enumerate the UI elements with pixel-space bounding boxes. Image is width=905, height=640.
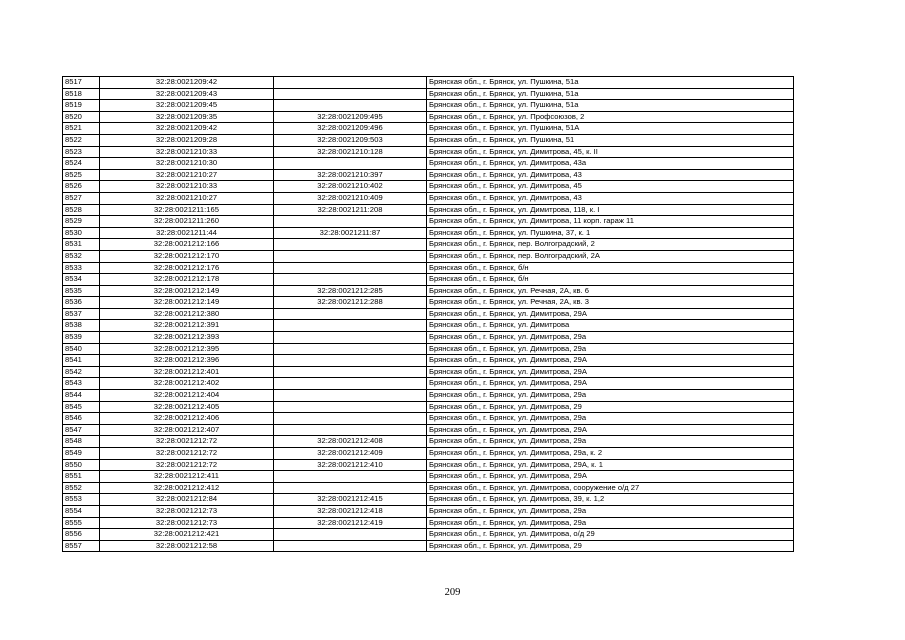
- land-cadastral-number-cell: 32:28:0021209:42: [100, 123, 274, 135]
- address-cell: Брянская обл., г. Брянск, ул. Речная, 2А, кв. 3: [427, 297, 794, 309]
- land-cadastral-number-cell: 32:28:0021209:42: [100, 77, 274, 89]
- address-cell: Брянская обл., г. Брянск, ул. Пушкина, 51а: [427, 100, 794, 112]
- row-number-cell: 8550: [63, 459, 100, 471]
- land-cadastral-number-cell: 32:28:0021212:73: [100, 505, 274, 517]
- table-row: [63, 343, 794, 355]
- address-cell: Брянская обл., г. Брянск, ул. Димитрова, 29а: [427, 517, 794, 529]
- object-cadastral-number-cell: 32:28:0021210:402: [274, 181, 427, 193]
- object-cadastral-number-cell: 32:28:0021212:415: [274, 494, 427, 506]
- table-row: [63, 378, 794, 390]
- table-row: [63, 366, 794, 378]
- table-row: [63, 482, 794, 494]
- land-cadastral-number-cell: 32:28:0021212:178: [100, 274, 274, 286]
- table-row: [63, 204, 794, 216]
- address-cell: Брянская обл., г. Брянск, ул. Пушкина, 51а: [427, 77, 794, 89]
- address-cell: Брянская обл., г. Брянск, ул. Димитрова, 45, к. II: [427, 146, 794, 158]
- table-row: [63, 123, 794, 135]
- land-cadastral-number-cell: 32:28:0021210:27: [100, 169, 274, 181]
- land-cadastral-number-cell: 32:28:0021211:44: [100, 227, 274, 239]
- land-cadastral-number-cell: 32:28:0021210:30: [100, 158, 274, 170]
- object-cadastral-number-cell: 32:28:0021210:397: [274, 169, 427, 181]
- address-cell: Брянская обл., г. Брянск, ул. Димитрова, 29: [427, 540, 794, 552]
- object-cadastral-number-cell: 32:28:0021212:409: [274, 448, 427, 460]
- table-row: [63, 459, 794, 471]
- row-number-cell: 8548: [63, 436, 100, 448]
- row-number-cell: 8534: [63, 274, 100, 286]
- object-cadastral-number-cell: [274, 413, 427, 425]
- address-cell: Брянская обл., г. Брянск, ул. Пушкина, 51А: [427, 123, 794, 135]
- land-cadastral-number-cell: 32:28:0021209:43: [100, 88, 274, 100]
- row-number-cell: 8527: [63, 192, 100, 204]
- table-row: [63, 262, 794, 274]
- land-cadastral-number-cell: 32:28:0021212:395: [100, 343, 274, 355]
- table-row: [63, 401, 794, 413]
- land-cadastral-number-cell: 32:28:0021211:165: [100, 204, 274, 216]
- row-number-cell: 8540: [63, 343, 100, 355]
- table-row: [63, 134, 794, 146]
- row-number-cell: 8539: [63, 332, 100, 344]
- table-row: [63, 181, 794, 193]
- object-cadastral-number-cell: [274, 366, 427, 378]
- address-cell: Брянская обл., г. Брянск, ул. Димитрова, 43а: [427, 158, 794, 170]
- table-row: [63, 471, 794, 483]
- row-number-cell: 8530: [63, 227, 100, 239]
- address-cell: Брянская обл., г. Брянск, ул. Димитрова, 118, к. I: [427, 204, 794, 216]
- address-cell: Брянская обл., г. Брянск, ул. Димитрова, 29а: [427, 343, 794, 355]
- table-row: [63, 355, 794, 367]
- object-cadastral-number-cell: 32:28:0021209:496: [274, 123, 427, 135]
- address-cell: Брянская обл., г. Брянск, ул. Димитрова, 45: [427, 181, 794, 193]
- land-cadastral-number-cell: 32:28:0021211:260: [100, 216, 274, 228]
- object-cadastral-number-cell: [274, 100, 427, 112]
- address-cell: Брянская обл., г. Брянск, ул. Пушкина, 51: [427, 134, 794, 146]
- address-cell: Брянская обл., г. Брянск, ул. Пушкина, 51а: [427, 88, 794, 100]
- table-row: [63, 250, 794, 262]
- table-row: [63, 424, 794, 436]
- object-cadastral-number-cell: [274, 424, 427, 436]
- row-number-cell: 8526: [63, 181, 100, 193]
- address-cell: Брянская обл., г. Брянск, ул. Димитрова, 29а: [427, 390, 794, 402]
- object-cadastral-number-cell: [274, 250, 427, 262]
- land-cadastral-number-cell: 32:28:0021212:84: [100, 494, 274, 506]
- land-cadastral-number-cell: 32:28:0021212:72: [100, 448, 274, 460]
- address-cell: Брянская обл., г. Брянск, ул. Димитрова, 29А: [427, 366, 794, 378]
- table-row: [63, 77, 794, 89]
- address-cell: Брянская обл., г. Брянск, ул. Профсоюзов, 2: [427, 111, 794, 123]
- land-cadastral-number-cell: 32:28:0021212:406: [100, 413, 274, 425]
- address-cell: Брянская обл., г. Брянск, ул. Димитрова, 29А: [427, 424, 794, 436]
- page-number: 209: [444, 587, 461, 598]
- land-cadastral-number-cell: 32:28:0021212:380: [100, 308, 274, 320]
- land-cadastral-number-cell: 32:28:0021209:35: [100, 111, 274, 123]
- row-number-cell: 8535: [63, 285, 100, 297]
- row-number-cell: 8523: [63, 146, 100, 158]
- object-cadastral-number-cell: [274, 355, 427, 367]
- address-cell: Брянская обл., г. Брянск, ул. Пушкина, 37, к. 1: [427, 227, 794, 239]
- object-cadastral-number-cell: 32:28:0021211:208: [274, 204, 427, 216]
- table-row: [63, 100, 794, 112]
- row-number-cell: 8536: [63, 297, 100, 309]
- table-row: [63, 274, 794, 286]
- row-number-cell: 8547: [63, 424, 100, 436]
- table-row: [63, 413, 794, 425]
- land-cadastral-number-cell: 32:28:0021212:421: [100, 529, 274, 541]
- land-cadastral-number-cell: 32:28:0021210:27: [100, 192, 274, 204]
- row-number-cell: 8554: [63, 505, 100, 517]
- address-cell: Брянская обл., г. Брянск, ул. Речная, 2А, кв. 6: [427, 285, 794, 297]
- row-number-cell: 8552: [63, 482, 100, 494]
- address-cell: Брянская обл., г. Брянск, ул. Димитрова, 39, к. 1,2: [427, 494, 794, 506]
- row-number-cell: 8532: [63, 250, 100, 262]
- table-row: [63, 239, 794, 251]
- address-cell: Брянская обл., г. Брянск, б/н: [427, 274, 794, 286]
- object-cadastral-number-cell: [274, 239, 427, 251]
- object-cadastral-number-cell: [274, 332, 427, 344]
- table-row: [63, 216, 794, 228]
- land-cadastral-number-cell: 32:28:0021212:73: [100, 517, 274, 529]
- object-cadastral-number-cell: [274, 482, 427, 494]
- row-number-cell: 8553: [63, 494, 100, 506]
- object-cadastral-number-cell: [274, 540, 427, 552]
- table-row: [63, 146, 794, 158]
- land-cadastral-number-cell: 32:28:0021212:72: [100, 459, 274, 471]
- object-cadastral-number-cell: [274, 308, 427, 320]
- land-cadastral-number-cell: 32:28:0021212:72: [100, 436, 274, 448]
- table-row: [63, 448, 794, 460]
- land-cadastral-number-cell: 32:28:0021212:401: [100, 366, 274, 378]
- row-number-cell: 8517: [63, 77, 100, 89]
- address-cell: Брянская обл., г. Брянск, ул. Димитрова, 29а: [427, 505, 794, 517]
- address-cell: Брянская обл., г. Брянск, ул. Димитрова, 43: [427, 169, 794, 181]
- land-cadastral-number-cell: 32:28:0021212:396: [100, 355, 274, 367]
- address-cell: Брянская обл., г. Брянск, ул. Димитрова: [427, 320, 794, 332]
- land-cadastral-number-cell: 32:28:0021212:402: [100, 378, 274, 390]
- table-row: [63, 308, 794, 320]
- object-cadastral-number-cell: [274, 77, 427, 89]
- land-cadastral-number-cell: 32:28:0021212:404: [100, 390, 274, 402]
- object-cadastral-number-cell: [274, 471, 427, 483]
- object-cadastral-number-cell: [274, 158, 427, 170]
- row-number-cell: 8557: [63, 540, 100, 552]
- address-cell: Брянская обл., г. Брянск, ул. Димитрова, 29: [427, 401, 794, 413]
- land-cadastral-number-cell: 32:28:0021209:45: [100, 100, 274, 112]
- row-number-cell: 8555: [63, 517, 100, 529]
- object-cadastral-number-cell: 32:28:0021209:503: [274, 134, 427, 146]
- address-cell: Брянская обл., г. Брянск, ул. Димитрова, сооружение о/д 27: [427, 482, 794, 494]
- land-cadastral-number-cell: 32:28:0021212:393: [100, 332, 274, 344]
- address-cell: Брянская обл., г. Брянск, ул. Димитрова, 29А: [427, 378, 794, 390]
- row-number-cell: 8531: [63, 239, 100, 251]
- address-cell: Брянская обл., г. Брянск, ул. Димитрова, 11 корп. гараж 11: [427, 216, 794, 228]
- table-row: [63, 158, 794, 170]
- object-cadastral-number-cell: [274, 320, 427, 332]
- land-cadastral-number-cell: 32:28:0021212:166: [100, 239, 274, 251]
- table-row: [63, 540, 794, 552]
- table-row: [63, 436, 794, 448]
- row-number-cell: 8533: [63, 262, 100, 274]
- object-cadastral-number-cell: [274, 401, 427, 413]
- table-row: [63, 285, 794, 297]
- address-cell: Брянская обл., г. Брянск, ул. Димитрова, о/д 29: [427, 529, 794, 541]
- land-cadastral-number-cell: 32:28:0021209:28: [100, 134, 274, 146]
- address-cell: Брянская обл., г. Брянск, б/н: [427, 262, 794, 274]
- address-cell: Брянская обл., г. Брянск, ул. Димитрова, 29а: [427, 332, 794, 344]
- object-cadastral-number-cell: [274, 343, 427, 355]
- table-row: [63, 192, 794, 204]
- object-cadastral-number-cell: 32:28:0021212:285: [274, 285, 427, 297]
- table-row: [63, 169, 794, 181]
- table-row: [63, 227, 794, 239]
- object-cadastral-number-cell: [274, 88, 427, 100]
- address-cell: Брянская обл., г. Брянск, ул. Димитрова, 29А: [427, 308, 794, 320]
- land-cadastral-number-cell: 32:28:0021212:149: [100, 297, 274, 309]
- table-row: [63, 297, 794, 309]
- row-number-cell: 8551: [63, 471, 100, 483]
- registry-table-body: [63, 77, 794, 552]
- row-number-cell: 8546: [63, 413, 100, 425]
- row-number-cell: 8549: [63, 448, 100, 460]
- row-number-cell: 8541: [63, 355, 100, 367]
- object-cadastral-number-cell: [274, 378, 427, 390]
- object-cadastral-number-cell: 32:28:0021212:288: [274, 297, 427, 309]
- land-cadastral-number-cell: 32:28:0021212:405: [100, 401, 274, 413]
- row-number-cell: 8542: [63, 366, 100, 378]
- row-number-cell: 8556: [63, 529, 100, 541]
- object-cadastral-number-cell: 32:28:0021210:128: [274, 146, 427, 158]
- land-cadastral-number-cell: 32:28:0021212:170: [100, 250, 274, 262]
- object-cadastral-number-cell: [274, 216, 427, 228]
- row-number-cell: 8529: [63, 216, 100, 228]
- object-cadastral-number-cell: [274, 390, 427, 402]
- row-number-cell: 8525: [63, 169, 100, 181]
- object-cadastral-number-cell: 32:28:0021212:419: [274, 517, 427, 529]
- land-cadastral-number-cell: 32:28:0021212:407: [100, 424, 274, 436]
- land-cadastral-number-cell: 32:28:0021210:33: [100, 146, 274, 158]
- table-row: [63, 332, 794, 344]
- object-cadastral-number-cell: 32:28:0021211:87: [274, 227, 427, 239]
- land-cadastral-number-cell: 32:28:0021212:58: [100, 540, 274, 552]
- row-number-cell: 8538: [63, 320, 100, 332]
- row-number-cell: 8521: [63, 123, 100, 135]
- table-row: [63, 390, 794, 402]
- row-number-cell: 8537: [63, 308, 100, 320]
- row-number-cell: 8544: [63, 390, 100, 402]
- address-cell: Брянская обл., г. Брянск, ул. Димитрова, 29а: [427, 436, 794, 448]
- object-cadastral-number-cell: 32:28:0021212:408: [274, 436, 427, 448]
- table-row: [63, 111, 794, 123]
- table-row: [63, 88, 794, 100]
- row-number-cell: 8545: [63, 401, 100, 413]
- land-cadastral-number-cell: 32:28:0021212:411: [100, 471, 274, 483]
- row-number-cell: 8543: [63, 378, 100, 390]
- table-row: [63, 505, 794, 517]
- table-row: [63, 320, 794, 332]
- row-number-cell: 8520: [63, 111, 100, 123]
- object-cadastral-number-cell: 32:28:0021209:495: [274, 111, 427, 123]
- row-number-cell: 8519: [63, 100, 100, 112]
- land-cadastral-number-cell: 32:28:0021212:149: [100, 285, 274, 297]
- land-cadastral-number-cell: 32:28:0021212:391: [100, 320, 274, 332]
- address-cell: Брянская обл., г. Брянск, пер. Волгоградский, 2А: [427, 250, 794, 262]
- address-cell: Брянская обл., г. Брянск, ул. Димитрова, 29А, к. 1: [427, 459, 794, 471]
- registry-table: [62, 76, 794, 552]
- object-cadastral-number-cell: [274, 262, 427, 274]
- table-row: [63, 494, 794, 506]
- address-cell: Брянская обл., г. Брянск, ул. Димитрова, 29А: [427, 355, 794, 367]
- row-number-cell: 8524: [63, 158, 100, 170]
- land-cadastral-number-cell: 32:28:0021212:412: [100, 482, 274, 494]
- address-cell: Брянская обл., г. Брянск, ул. Димитрова, 29а, к. 2: [427, 448, 794, 460]
- object-cadastral-number-cell: [274, 274, 427, 286]
- address-cell: Брянская обл., г. Брянск, ул. Димитрова, 29а: [427, 413, 794, 425]
- address-cell: Брянская обл., г. Брянск, ул. Димитрова, 43: [427, 192, 794, 204]
- object-cadastral-number-cell: 32:28:0021212:410: [274, 459, 427, 471]
- table-row: [63, 517, 794, 529]
- table-row: [63, 529, 794, 541]
- row-number-cell: 8528: [63, 204, 100, 216]
- object-cadastral-number-cell: 32:28:0021210:409: [274, 192, 427, 204]
- address-cell: Брянская обл., г. Брянск, пер. Волгоградский, 2: [427, 239, 794, 251]
- object-cadastral-number-cell: [274, 529, 427, 541]
- object-cadastral-number-cell: 32:28:0021212:418: [274, 505, 427, 517]
- row-number-cell: 8522: [63, 134, 100, 146]
- row-number-cell: 8518: [63, 88, 100, 100]
- land-cadastral-number-cell: 32:28:0021212:176: [100, 262, 274, 274]
- land-cadastral-number-cell: 32:28:0021210:33: [100, 181, 274, 193]
- address-cell: Брянская обл., г. Брянск, ул. Димитрова, 29А: [427, 471, 794, 483]
